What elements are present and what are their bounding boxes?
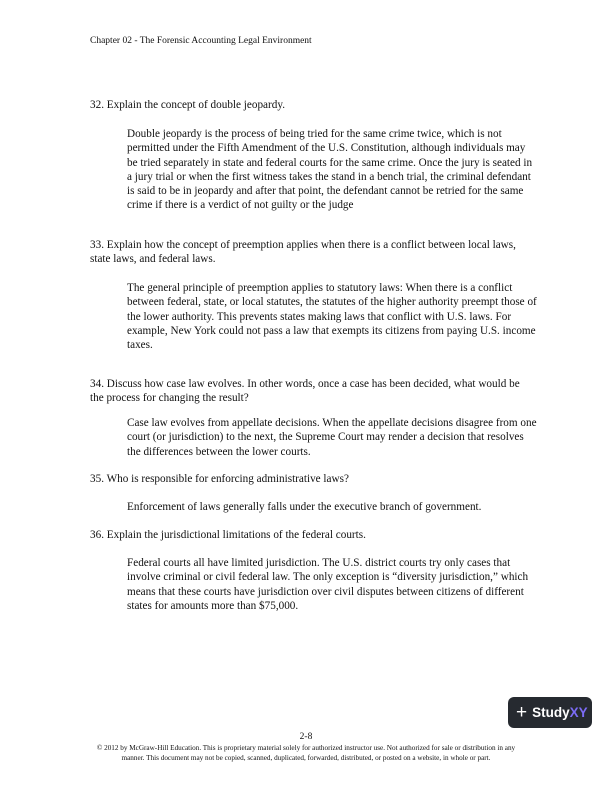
answer-35: Enforcement of laws generally falls under the executive branch of government. xyxy=(127,501,482,513)
chapter-header: Chapter 02 - The Forensic Accounting Legal Environment xyxy=(90,36,312,46)
question-32: 32. Explain the concept of double jeopardy. xyxy=(90,99,285,111)
logo-brand: Study xyxy=(532,705,570,720)
question-35: 35. Who is responsible for enforcing administrative laws? xyxy=(90,473,349,485)
answer-36: Federal courts all have limited jurisdiction. The U.S. district courts try only cases that involve criminal or civil federal law. The only exception is “diversity jurisdiction,” which means that these courts have jurisdiction over civil disputes between citizens of different states for amounts more than $75,000. xyxy=(127,557,529,612)
question-34: 34. Discuss how case law evolves. In other words, once a case has been decided, what would be the process for changing the result? xyxy=(90,378,520,405)
studyxy-logo xyxy=(508,697,592,728)
logo-suffix: XY xyxy=(569,705,588,720)
plus-icon: + xyxy=(516,702,528,723)
question-33: 33. Explain how the concept of preemption applies when there is a conflict between local laws, state laws, and federal laws. xyxy=(90,239,516,266)
question-36: 36. Explain the jurisdictional limitations of the federal courts. xyxy=(90,529,366,541)
copyright-notice: © 2012 by McGraw-Hill Education. This is proprietary material solely for authorized instructor use. Not authorized for sale or distribution in any manner. This document may not be copied, scanned, duplicated, forwarded, distributed, or posted on a website, in whole or part. xyxy=(96,744,516,762)
answer-32: Double jeopardy is the process of being tried for the same crime twice, which is not permitted under the Fifth Amendment of the U.S. Constitution, although individuals may be tried separately in state and federal courts for the same crime. Once the jury is seated in a jury trial or when the first witness takes the stand in a bench trial, the criminal defendant is said to be in jeopardy and after that point, the defendant cannot be retried for the same crime if there is a verdict of not guilty or the judge xyxy=(127,128,533,212)
answer-33: The general principle of preemption applies to statutory laws: When there is a conflict between federal, state, or local statutes, the statutes of the higher authority preempt those of the lower authority. This prevents states making laws that conflict with U.S. laws. For example, New York could not pass a law that exempts its citizens from paying U.S. income taxes. xyxy=(127,282,537,352)
page-footer xyxy=(90,733,522,763)
page-number: 2-8 xyxy=(299,732,313,742)
answer-34: Case law evolves from appellate decisions. When the appellate decisions disagree from one court (or jurisdiction) to the next, the Supreme Court may render a decision that resolves the differences between the lower courts. xyxy=(127,417,537,458)
